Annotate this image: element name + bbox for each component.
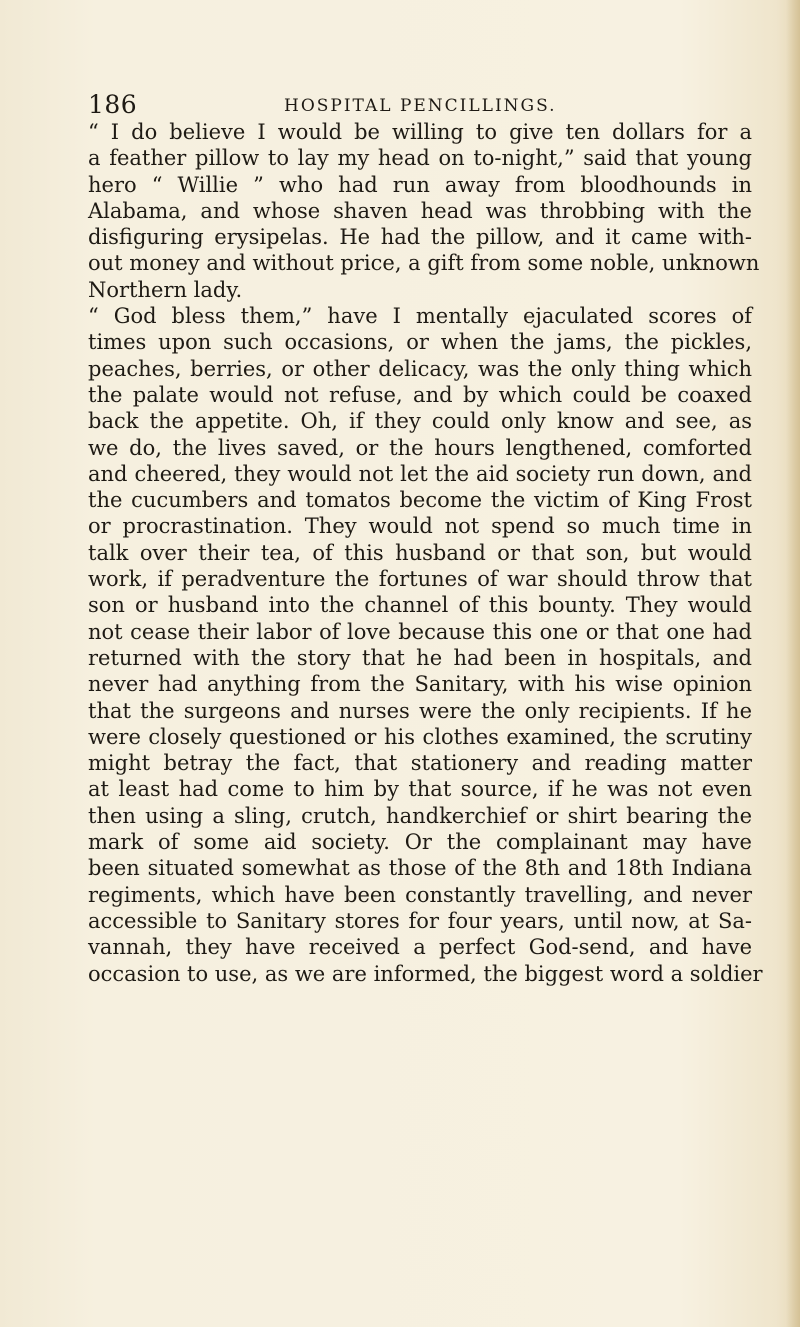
text-line: “ I do believe I would be willing to give ten dollars for a <box>88 120 752 144</box>
body-text <box>88 119 763 987</box>
text-line: or procrastination. They would not spend so much time in <box>88 514 752 539</box>
text-line: vannah, they have received a perfect God-send, and have <box>88 935 752 960</box>
text-line: at least had come to him by that source, if he was not even <box>88 777 752 802</box>
text-line: and cheered, they would not let the aid society run down, and <box>88 461 752 486</box>
text-line: returned with the story that he had been in hospitals, and <box>88 645 752 670</box>
running-head: HOSPITAL PENCILLINGS. <box>284 96 557 116</box>
text-line: out money and without price, a gift from some noble, unknown <box>88 251 760 276</box>
text-line: back the appetite. Oh, if they could only know and see, as <box>88 409 752 434</box>
text-line: hero “ Willie ” who had run away from bloodhounds in <box>88 172 752 197</box>
text-line: that the surgeons and nurses were the only recipients. If he <box>88 698 752 723</box>
page-edge-shadow <box>786 0 800 1327</box>
text-line: talk over their tea, of this husband or that son, but would <box>88 540 752 565</box>
page-header <box>88 90 752 120</box>
text-line: might betray the fact, that stationery and reading matter <box>88 751 752 776</box>
text-line: we do, the lives saved, or the hours lengthened, comforted <box>88 435 752 460</box>
text-line: then using a sling, crutch, handkerchief or shirt bearing the <box>88 803 752 828</box>
text-line: a feather pillow to lay my head on to-night,” said that young <box>88 146 752 171</box>
text-line: “ God bless them,” have I mentally ejaculated scores of <box>88 304 752 329</box>
text-line: disfiguring erysipelas. He had the pillow, and it came with- <box>88 225 752 250</box>
text-line: never had anything from the Sanitary, with his wise opinion <box>88 672 752 697</box>
text-line: Northern lady. <box>88 277 243 302</box>
text-line: Alabama, and whose shaven head was throbbing with the <box>88 198 752 223</box>
page-number: 186 <box>88 90 138 119</box>
text-line: work, if peradventure the fortunes of war should throw that <box>88 567 752 592</box>
text-line: the cucumbers and tomatos become the victim of King Frost <box>88 488 752 513</box>
text-line: son or husband into the channel of this bounty. They would <box>88 593 752 618</box>
text-line: occasion to use, as we are informed, the biggest word a soldier <box>88 961 763 986</box>
text-line: times upon such occasions, or when the jams, the pickles, <box>88 330 752 355</box>
text-line: been situated somewhat as those of the 8th and 18th Indiana <box>88 856 752 881</box>
text-line: the palate would not refuse, and by which could be coaxed <box>88 382 752 407</box>
text-line: accessible to Sanitary stores for four years, until now, at Sa- <box>88 908 752 933</box>
text-line: not cease their labor of love because this one or that one had <box>88 619 752 644</box>
text-line: regiments, which have been constantly travelling, and never <box>88 882 752 907</box>
text-line: mark of some aid society. Or the complainant may have <box>88 830 752 855</box>
text-line: peaches, berries, or other delicacy, was the only thing which <box>88 356 752 381</box>
text-line: were closely questioned or his clothes examined, the scrutiny <box>88 724 752 749</box>
